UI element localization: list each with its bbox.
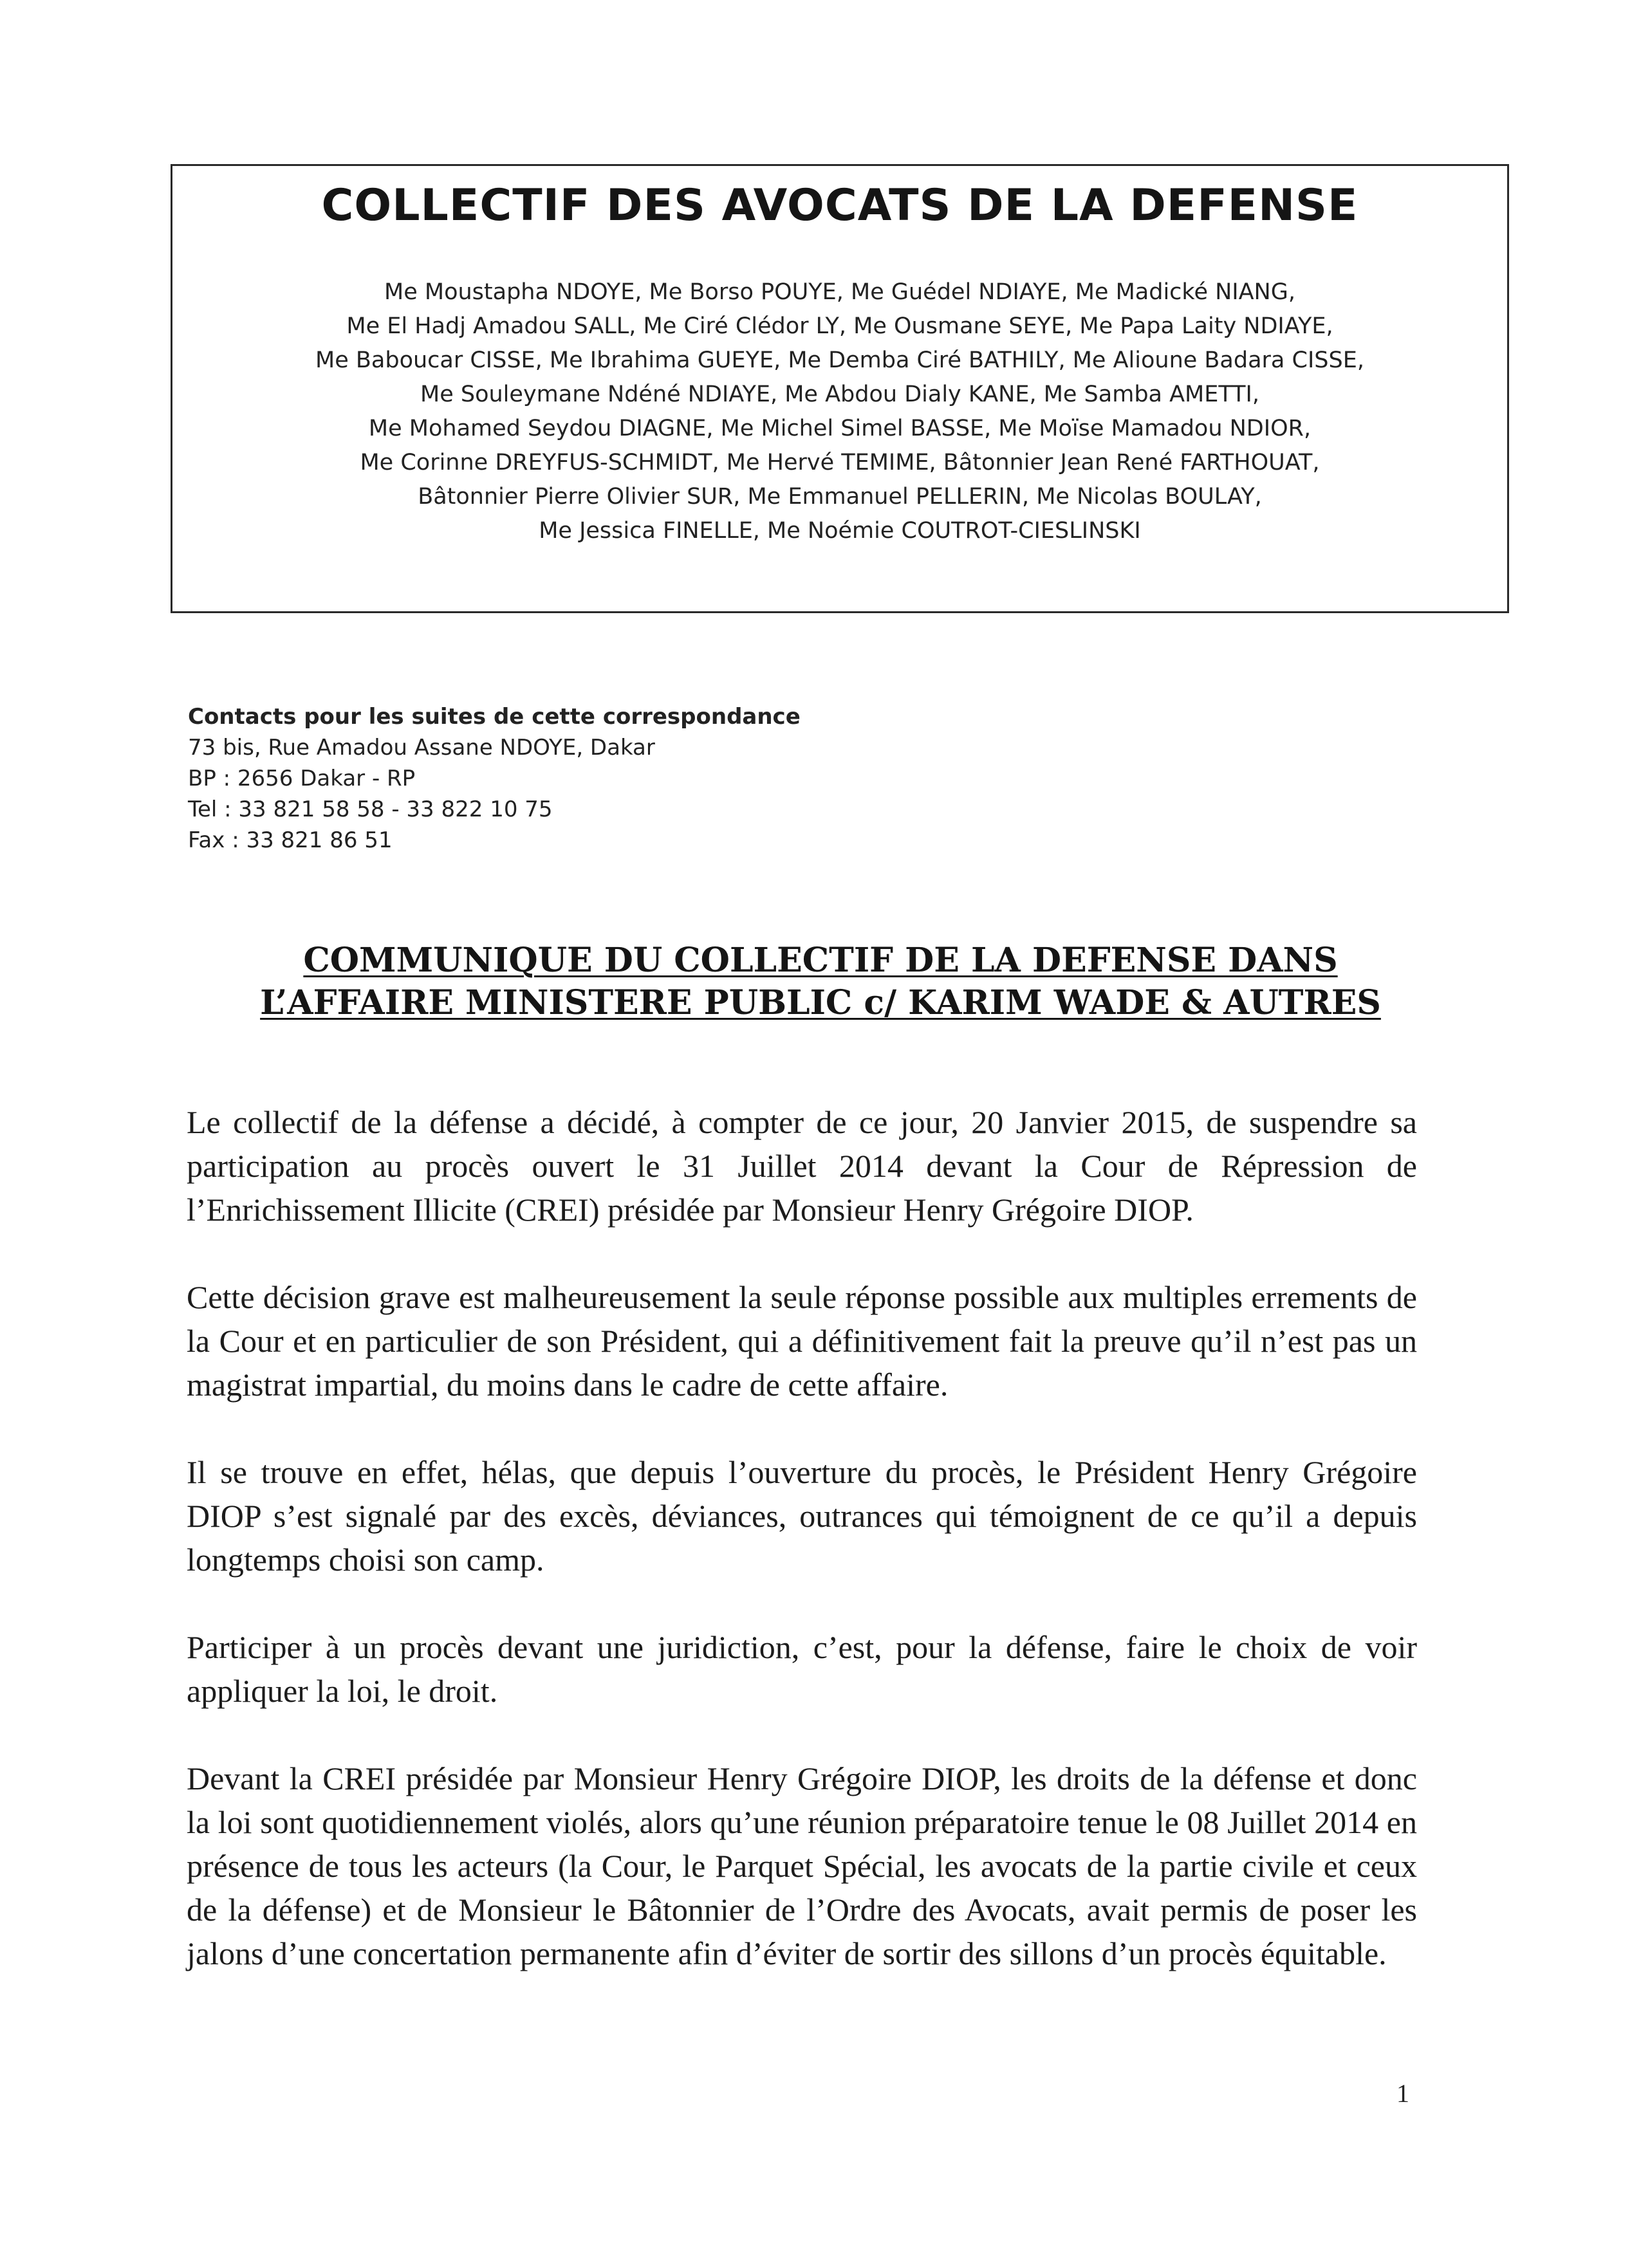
header-box (171, 164, 1509, 613)
communique-title-line-2: L’AFFAIRE MINISTERE PUBLIC c/ KARIM WADE & AUTRES (260, 983, 1381, 1022)
body-paragraph: Le collectif de la défense a décidé, à compter de ce jour, 20 Janvier 2015, de suspendre sa participation au procès ouvert le 31 Juillet 2014 devant la Cour de Répression de l’Enrichissement Illicite (CREI) présidée par Monsieur Henry Grégoire DIOP. (187, 1104, 1417, 1228)
communique-title (0, 939, 1641, 1024)
contacts-block (188, 701, 801, 856)
lawyers-line: Me Corinne DREYFUS-SCHMIDT, Me Hervé TEMIME, Bâtonnier Jean René FARTHOUAT, (360, 450, 1320, 475)
body-paragraph: Cette décision grave est malheureusement la seule réponse possible aux multiples errements de la Cour et en particulier de son Président, qui a définitivement fait la preuve qu’il n’est pas un magistrat impartial, du moins dans le cadre de cette affaire. (187, 1279, 1417, 1403)
lawyers-line: Me Moustapha NDOYE, Me Borso POUYE, Me Guédel NDIAYE, Me Madické NIANG, (384, 279, 1295, 305)
body-paragraph: Participer à un procès devant une juridiction, c’est, pour la défense, faire le choix de voir appliquer la loi, le droit. (187, 1629, 1417, 1709)
contacts-address: 73 bis, Rue Amadou Assane NDOYE, Dakar (188, 735, 655, 761)
page-number: 1 (1396, 2079, 1409, 2108)
lawyers-line: Me Mohamed Seydou DIAGNE, Me Michel Simel BASSE, Me Moïse Mamadou NDIOR, (368, 416, 1312, 441)
contacts-tel: Tel : 33 821 58 58 - 33 822 10 75 (188, 797, 553, 822)
collective-title: COLLECTIF DES AVOCATS DE LA DEFENSE (321, 180, 1358, 231)
lawyers-line: Me Jessica FINELLE, Me Noémie COUTROT-CIESLINSKI (539, 518, 1141, 544)
body-paragraph: Devant la CREI présidée par Monsieur Henry Grégoire DIOP, les droits de la défense et donc la loi sont quotidiennement violés, alors qu’une réunion préparatoire tenue le 08 Juillet 2014 en présence de tous les acteurs (la Cour, le Parquet Spécial, les avocats de la partie civile et ceux de la défense) et de Monsieur le Bâtonnier de l’Ordre des Avocats, avait permis de poser les jalons d’une concertation permanente afin d’éviter de sortir des sillons d’un procès équitable. (187, 1760, 1417, 1971)
lawyers-list (172, 275, 1507, 548)
communique-body (187, 1100, 1417, 2019)
contacts-bp: BP : 2656 Dakar - RP (188, 766, 416, 791)
lawyers-line: Me Souleymane Ndéné NDIAYE, Me Abdou Dialy KANE, Me Samba AMETTI, (420, 382, 1259, 407)
communique-title-line-1: COMMUNIQUE DU COLLECTIF DE LA DEFENSE DANS (303, 941, 1338, 980)
lawyers-line: Me Baboucar CISSE, Me Ibrahima GUEYE, Me Demba Ciré BATHILY, Me Alioune Badara CISSE, (315, 347, 1364, 373)
lawyers-line: Me El Hadj Amadou SALL, Me Ciré Clédor LY, Me Ousmane SEYE, Me Papa Laity NDIAYE, (346, 313, 1333, 339)
contacts-fax: Fax : 33 821 86 51 (188, 827, 393, 853)
body-paragraph: Il se trouve en effet, hélas, que depuis l’ouverture du procès, le Président Henry Grégoire DIOP s’est signalé par des excès, déviances, outrances qui témoignent de ce qu’il a depuis longtemps choisi son camp. (187, 1454, 1417, 1578)
lawyers-line: Bâtonnier Pierre Olivier SUR, Me Emmanuel PELLERIN, Me Nicolas BOULAY, (418, 484, 1262, 510)
contacts-heading: Contacts pour les suites de cette correspondance (188, 704, 801, 730)
